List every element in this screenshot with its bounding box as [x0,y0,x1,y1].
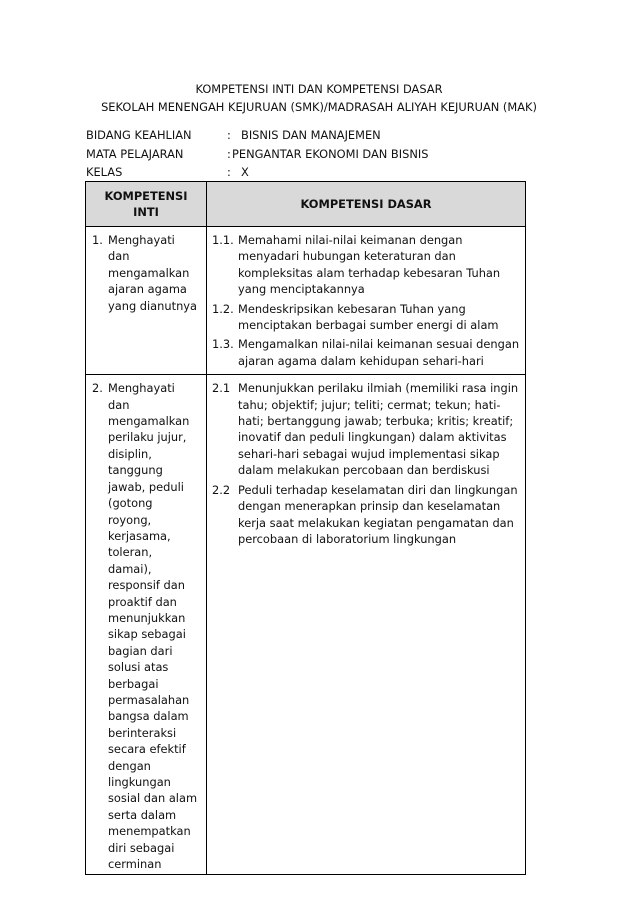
competency-table [85,181,526,875]
ki-number: 2. [92,381,103,396]
kd-item [212,232,521,298]
meta-value: X [241,165,249,179]
kd-number: 1.2. [212,301,234,316]
kd-cell [207,227,526,375]
meta-label: BIDANG KEAHLIAN [86,128,192,142]
meta-colon: : [227,165,231,179]
ki-cell [86,227,207,375]
kd-item [212,301,521,334]
kd-text: Mengamalkan nilai-nilai keimanan sesuai dengan ajaran agama dalam kehidupan sehari-hari [238,337,520,368]
kd-text: Memahami nilai-nilai keimanan dengan menyadari hubungan keteraturan dan kompleksitas alam terhadap kebesaran Tuhan yang menciptakannya [238,233,501,297]
kd-number: 1.1. [212,233,234,247]
ki-text: Menghayati dan mengamalkan perilaku jujur, disiplin, tanggung jawab, peduli (gotong royong, kerjasama, toleran, damai), responsif dan proaktif dan menunjukkan sikap sebagai bagian dari solusi atas berbagai permasalahan bangsa dalam berinteraksi secara efektif dengan lingkungan sosial dan alam serta dalam menempatkan diri sebagai cerminan [108,381,198,872]
meta-label: KELAS [86,165,123,179]
header-kompetensi-inti: KOMPETENSI INTI [86,182,207,227]
kd-number: 2.2 [212,482,231,497]
meta-label: MATA PELAJARAN [86,147,184,161]
meta-colon: : [227,128,231,142]
table-row [86,227,526,375]
kd-item [212,380,521,478]
kd-number: 1.3. [212,337,234,352]
kd-cell [207,375,526,875]
document-subtitle: SEKOLAH MENENGAH KEJURUAN (SMK)/MADRASAH ALIYAH KEJURUAN (MAK) [101,100,537,114]
ki-cell [86,375,207,875]
ki-text: Menghayati dan mengamalkan ajaran agama yang dianutnya [108,233,198,313]
meta-colon: : [227,147,231,161]
kd-text: Peduli terhadap keselamatan diri dan lingkungan dengan menerapkan prinsip dan keselamatan kerja saat melakukan kegiatan pengamatan dan percobaan di laboratorium lingkungan [238,482,518,546]
table-row [86,375,526,875]
kd-item [212,336,521,369]
meta-value: PENGANTAR EKONOMI DAN BISNIS [232,147,429,161]
kd-number: 2.1 [212,381,231,396]
meta-value: BISNIS DAN MANAJEMEN [241,128,381,142]
kd-text: Mendeskripsikan kebesaran Tuhan yang menciptakan berbagai sumber energi di alam [238,301,499,333]
kd-text: Menunjukkan perilaku ilmiah (memiliki rasa ingin tahu; objektif; jujur; teliti; cermat; tekun; hati- hati; bertanggung jawab; terbuka; kritis; kreatif; inovatif dan peduli lingkungan) dalam aktivitas sehari-hari sebagai wujud implementasi sikap dalam melakukan percobaan dan berdiskusi [238,381,519,478]
header-kompetensi-dasar: KOMPETENSI DASAR [207,182,526,227]
kd-item [212,482,521,548]
ki-number: 1. [92,233,103,247]
document-title: KOMPETENSI INTI DAN KOMPETENSI DASAR [195,82,443,96]
